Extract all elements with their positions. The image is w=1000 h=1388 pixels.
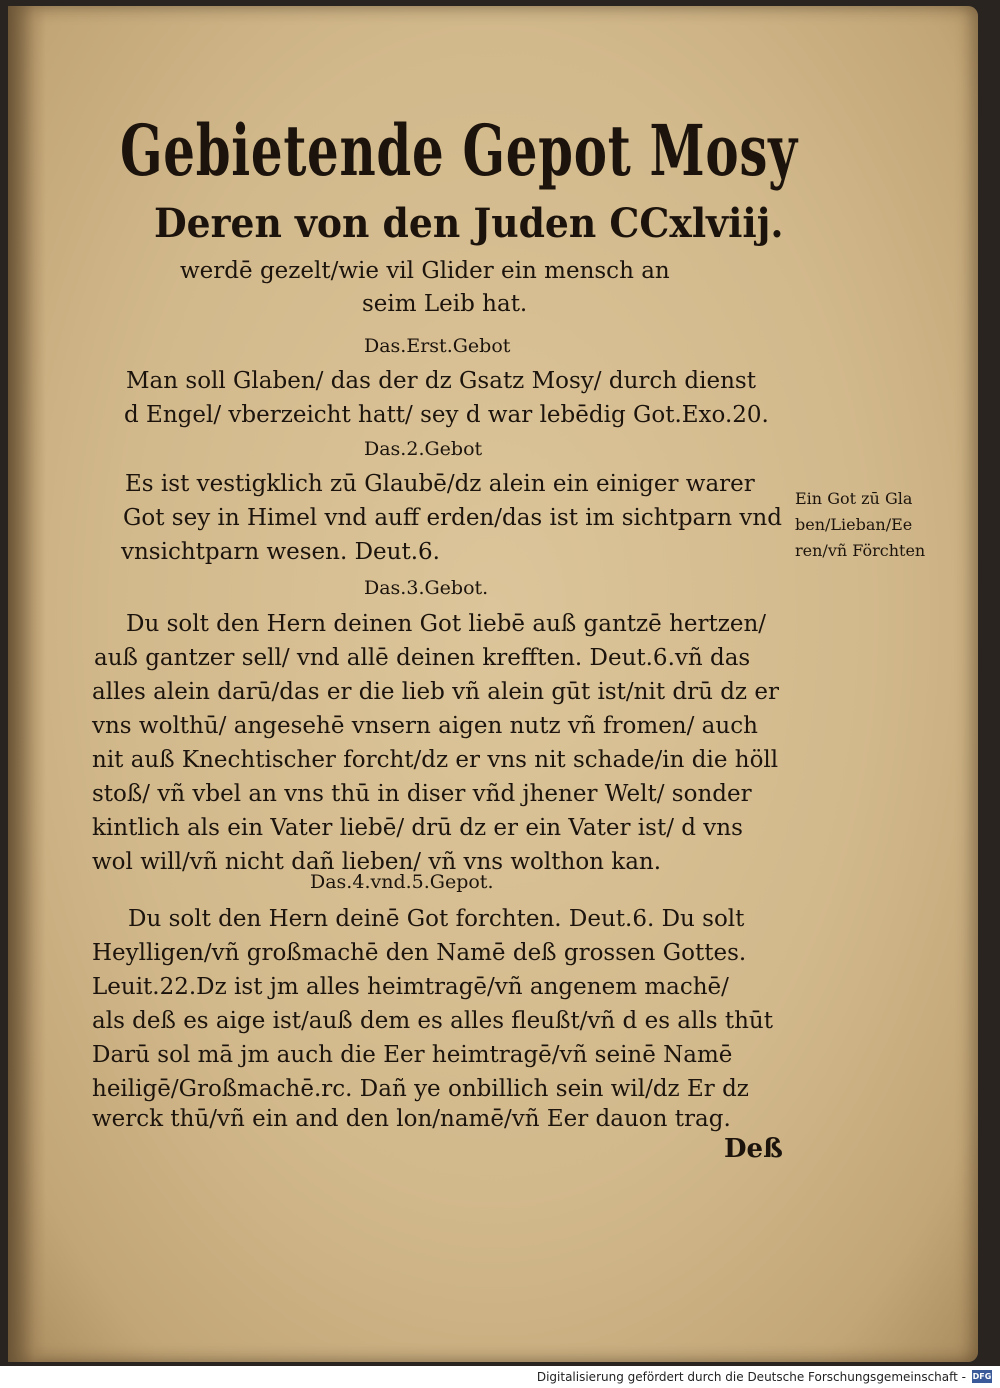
text-line: Du solt den Hern deinen Got liebē auß gantzē hertzen/ bbox=[126, 611, 767, 637]
footer-bar bbox=[0, 1366, 1000, 1388]
margin-note-line: ren/vñ Förchten bbox=[795, 541, 926, 560]
text-line: alles alein darū/das er die lieb vñ alein gūt ist/nit drū dz er bbox=[92, 679, 779, 705]
dfg-logo-icon: DFG bbox=[972, 1372, 992, 1381]
page-title: Gebietende Gepot Mosy bbox=[120, 109, 798, 192]
text-line: vnsichtparn wesen. Deut.6. bbox=[121, 539, 440, 565]
text-line: werck thū/vñ ein and den lon/namē/vñ Eer dauon trag. bbox=[92, 1106, 731, 1132]
text-line: auß gantzer sell/ vnd allē deinen krefften. Deut.6.vñ das bbox=[94, 645, 751, 671]
section-heading-4: Das.4.vnd.5.Gepot. bbox=[310, 871, 494, 893]
section-heading-3: Das.3.Gebot. bbox=[364, 577, 489, 599]
margin-note-line: Ein Got zū Gla bbox=[795, 489, 913, 508]
text-line: Heylligen/vñ großmachē den Namē deß grossen Gottes. bbox=[92, 940, 747, 966]
text-line: vns wolthū/ angesehē vnsern aigen nutz vñ fromen/ auch bbox=[92, 713, 758, 739]
text-line: Darū sol mā jm auch die Eer heimtragē/vñ seinē Namē bbox=[92, 1042, 733, 1068]
section-heading-2: Das.2.Gebot bbox=[364, 438, 483, 460]
text-line: wol will/vñ nicht dañ lieben/ vñ vns wolthon kan. bbox=[92, 849, 662, 875]
text-line: Du solt den Hern deinē Got forchten. Deut.6. Du solt bbox=[128, 906, 745, 932]
margin-note-line: ben/Lieban/Ee bbox=[795, 515, 913, 534]
text-line: als deß es aige ist/auß dem es alles fleußt/vñ d es alls thūt bbox=[92, 1008, 773, 1034]
intro-line: werdē gezelt/wie vil Glider ein mensch an bbox=[180, 258, 670, 284]
catchword: Deß bbox=[724, 1134, 783, 1164]
text-line: stoß/ vñ vbel an vns thū in diser vñd jhener Welt/ sonder bbox=[92, 781, 752, 807]
section-heading-1: Das.Erst.Gebot bbox=[364, 335, 511, 357]
intro-line: seim Leib hat. bbox=[362, 291, 528, 317]
text-line: kintlich als ein Vater liebē/ drū dz er ein Vater ist/ d vns bbox=[92, 815, 743, 841]
page-subtitle: Deren von den Juden CCxlviij. bbox=[154, 200, 784, 247]
footer-credit: Digitalisierung gefördert durch die Deutsche Forschungsgemeinschaft - bbox=[536, 1370, 966, 1384]
text-line: Got sey in Himel vnd auff erden/das ist im sichtparn vnd bbox=[123, 505, 782, 531]
book-page bbox=[8, 6, 978, 1362]
text-line: heiligē/Großmachē.rc. Dañ ye onbillich sein wil/dz Er dz bbox=[92, 1076, 749, 1102]
text-line: Man soll Glaben/ das der dz Gsatz Mosy/ durch dienst bbox=[126, 368, 756, 394]
text-line: d Engel/ vberzeicht hatt/ sey d war lebēdig Got.Exo.20. bbox=[124, 402, 769, 428]
text-line: Leuit.22.Dz ist jm alles heimtragē/vñ angenem machē/ bbox=[92, 974, 729, 1000]
page-gutter bbox=[8, 6, 46, 1362]
text-line: Es ist vestigklich zū Glaubē/dz alein ein einiger warer bbox=[125, 471, 755, 497]
text-line: nit auß Knechtischer forcht/dz er vns nit schade/in die höll bbox=[92, 747, 779, 773]
